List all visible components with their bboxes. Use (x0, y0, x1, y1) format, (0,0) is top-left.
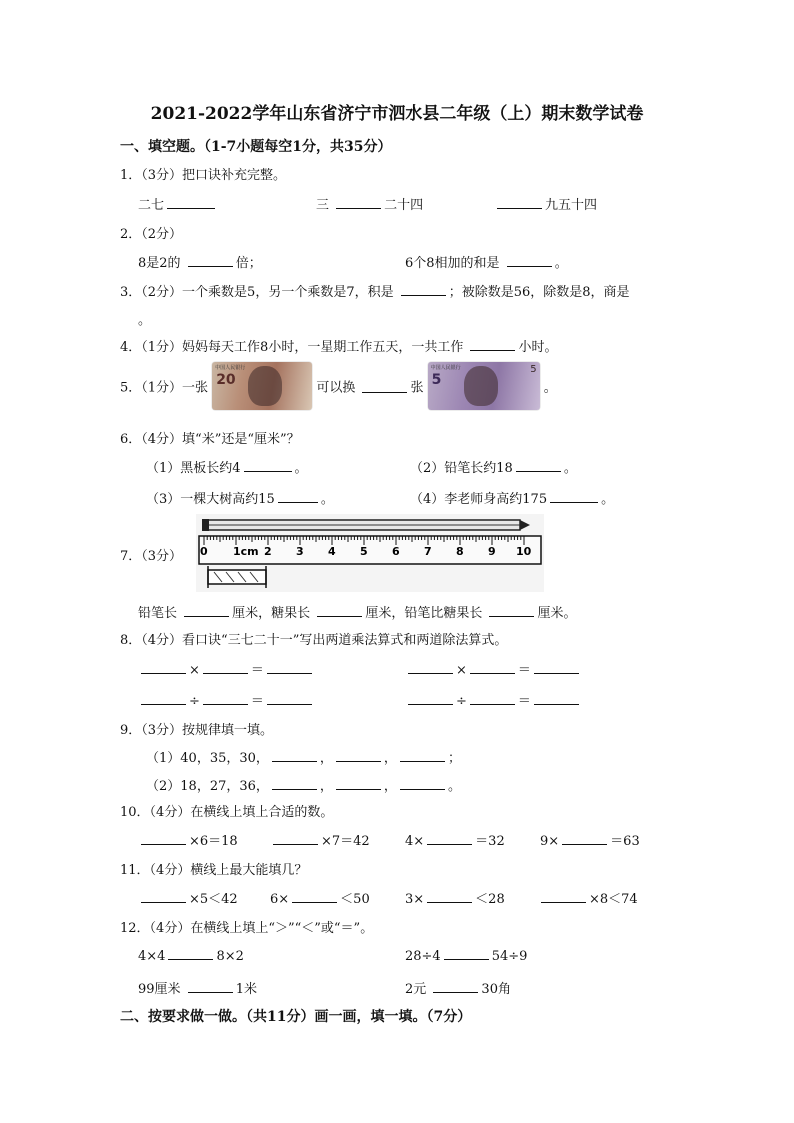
q8-mult-1: × ＝ (138, 659, 315, 678)
q2-item-a: 8是2的 倍； (138, 256, 262, 271)
q10-item-c: 4× ＝32 (405, 834, 505, 849)
answer-blank[interactable] (444, 947, 489, 960)
question-5: 5．（1分）一张 中国人民银行 20 可以换 张 中国人民银行 5 5 。 (120, 362, 557, 410)
ruler-label-0: 0 (200, 545, 208, 558)
answer-blank[interactable] (188, 254, 233, 267)
answer-blank[interactable] (336, 749, 381, 762)
answer-blank[interactable] (184, 604, 229, 617)
answer-blank[interactable] (141, 890, 186, 903)
q1-item-c: 九五十四 (494, 194, 597, 213)
question-3-line2: 。 (138, 313, 152, 328)
question-2-head: 2．（2分） (120, 227, 183, 242)
answer-blank[interactable] (550, 490, 598, 503)
page-title: 2021-2022学年山东省济宁市泗水县二年级（上）期末数学试卷 (150, 104, 644, 124)
answer-blank[interactable] (534, 692, 579, 705)
answer-blank[interactable] (427, 832, 472, 845)
ruler-label-10: 10 (516, 545, 532, 558)
answer-blank[interactable] (470, 692, 515, 705)
q11-item-a: ×5＜42 (138, 888, 238, 907)
answer-blank[interactable] (188, 980, 233, 993)
ruler-pencil-candy-figure (196, 514, 544, 592)
ruler-label-4: 4 (328, 545, 336, 558)
q8-div-2: ÷ ＝ (405, 690, 582, 709)
answer-blank[interactable] (400, 749, 445, 762)
answer-blank[interactable] (362, 380, 407, 393)
q9-row-1: （1）40，35，30， ， ， ； (146, 751, 461, 766)
q1-item-a: 二七 (138, 194, 218, 213)
answer-blank[interactable] (272, 777, 317, 790)
question-1-head: 1．（3分）把口诀补充完整。 (120, 168, 287, 183)
answer-blank[interactable] (167, 196, 215, 209)
answer-blank[interactable] (267, 692, 312, 705)
q8-div-1: ÷ ＝ (138, 690, 315, 709)
q9-row-2: （2）18，27，36， ， ， 。 (146, 779, 461, 794)
q8-mult-2: × ＝ (405, 659, 582, 678)
question-3-line1: 3．（2分）一个乘数是5，另一个乘数是7，积是 ；被除数是56，除数是8，商是 (120, 285, 630, 300)
q1-item-b: 三 二十四 (316, 198, 424, 213)
answer-blank[interactable] (336, 196, 381, 209)
q10-item-b: ×7＝42 (270, 830, 370, 849)
q12-item-c: 99厘米 1米 (138, 982, 257, 997)
q6-item-3: （3）一棵大树高约15 。 (146, 492, 334, 507)
answer-blank[interactable] (141, 661, 186, 674)
q11-item-d: ×8＜74 (538, 888, 638, 907)
q12-item-b: 28÷4 54÷9 (405, 949, 528, 964)
answer-blank[interactable] (497, 196, 542, 209)
answer-blank[interactable] (141, 692, 186, 705)
answer-blank[interactable] (244, 459, 292, 472)
q6-item-2: （2）铅笔长约18 。 (410, 461, 577, 476)
ruler-label-3: 3 (296, 545, 304, 558)
section-heading-1: 一、填空题。（1-7小题每空1分，共35分） (120, 139, 392, 155)
answer-blank[interactable] (562, 832, 607, 845)
q6-item-4: （4）李老师身高约175 。 (410, 492, 615, 507)
question-11-head: 11．（4分）横线上最大能填几？ (120, 863, 308, 878)
q11-item-c: 3× ＜28 (405, 892, 505, 907)
answer-blank[interactable] (470, 661, 515, 674)
question-4: 4．（1分）妈妈每天工作8小时，一星期工作五天，一共工作 小时。 (120, 340, 558, 355)
answer-blank[interactable] (401, 283, 446, 296)
answer-blank[interactable] (516, 459, 561, 472)
answer-blank[interactable] (507, 254, 552, 267)
ruler-label-6: 6 (392, 545, 400, 558)
answer-blank[interactable] (408, 692, 453, 705)
answer-blank[interactable] (427, 890, 472, 903)
question-9-head: 9．（3分）按规律填一填。 (120, 723, 274, 738)
q12-item-a: 4×4 8×2 (138, 949, 244, 964)
answer-blank[interactable] (278, 490, 318, 503)
question-10-head: 10．（4分）在横线上填上合适的数。 (120, 805, 334, 820)
question-12-head: 12．（4分）在横线上填上“＞”“＜”或“＝”。 (120, 921, 374, 936)
ruler-label-5: 5 (360, 545, 368, 558)
ruler-label-7: 7 (424, 545, 432, 558)
answer-blank[interactable] (470, 338, 515, 351)
q12-item-d: 2元 30角 (405, 982, 511, 997)
banknote-5-yuan-image: 中国人民银行 5 5 (428, 362, 540, 410)
ruler-label-8: 8 (456, 545, 464, 558)
answer-blank[interactable] (141, 832, 186, 845)
ruler-label-2: 2 (264, 545, 272, 558)
answer-blank[interactable] (541, 890, 586, 903)
answer-blank[interactable] (273, 832, 318, 845)
answer-blank[interactable] (400, 777, 445, 790)
q6-item-1: （1）黑板长约4 。 (146, 461, 308, 476)
q10-item-a: ×6＝18 (138, 830, 238, 849)
question-8-head: 8．（4分）看口诀“三七二十一”写出两道乘法算式和两道除法算式。 (120, 633, 508, 648)
banknote-20-yuan-image: 中国人民银行 20 (212, 362, 312, 410)
section-heading-2: 二、按要求做一做。（共11分）画一画，填一填。（7分） (120, 1009, 472, 1025)
q10-item-d: 9× ＝63 (540, 834, 640, 849)
answer-blank[interactable] (203, 692, 248, 705)
answer-blank[interactable] (272, 749, 317, 762)
answer-blank[interactable] (534, 661, 579, 674)
answer-blank[interactable] (292, 890, 337, 903)
q11-item-b: 6× ＜50 (270, 892, 370, 907)
answer-blank[interactable] (433, 980, 478, 993)
q7-answer-line: 铅笔长 厘米，糖果长 厘米，铅笔比糖果长 厘米。 (138, 606, 577, 621)
ruler-unit-label: 1cm (233, 545, 259, 558)
q2-item-b: 6个8相加的和是 。 (405, 256, 568, 271)
question-7-head: 7．（3分） (120, 549, 183, 564)
question-6-head: 6．（4分）填“米”还是“厘米”？ (120, 432, 300, 447)
answer-blank[interactable] (267, 661, 312, 674)
answer-blank[interactable] (408, 661, 453, 674)
answer-blank[interactable] (336, 777, 381, 790)
answer-blank[interactable] (317, 604, 362, 617)
answer-blank[interactable] (203, 661, 248, 674)
answer-blank[interactable] (168, 947, 213, 960)
ruler-label-9: 9 (488, 545, 496, 558)
answer-blank[interactable] (489, 604, 534, 617)
